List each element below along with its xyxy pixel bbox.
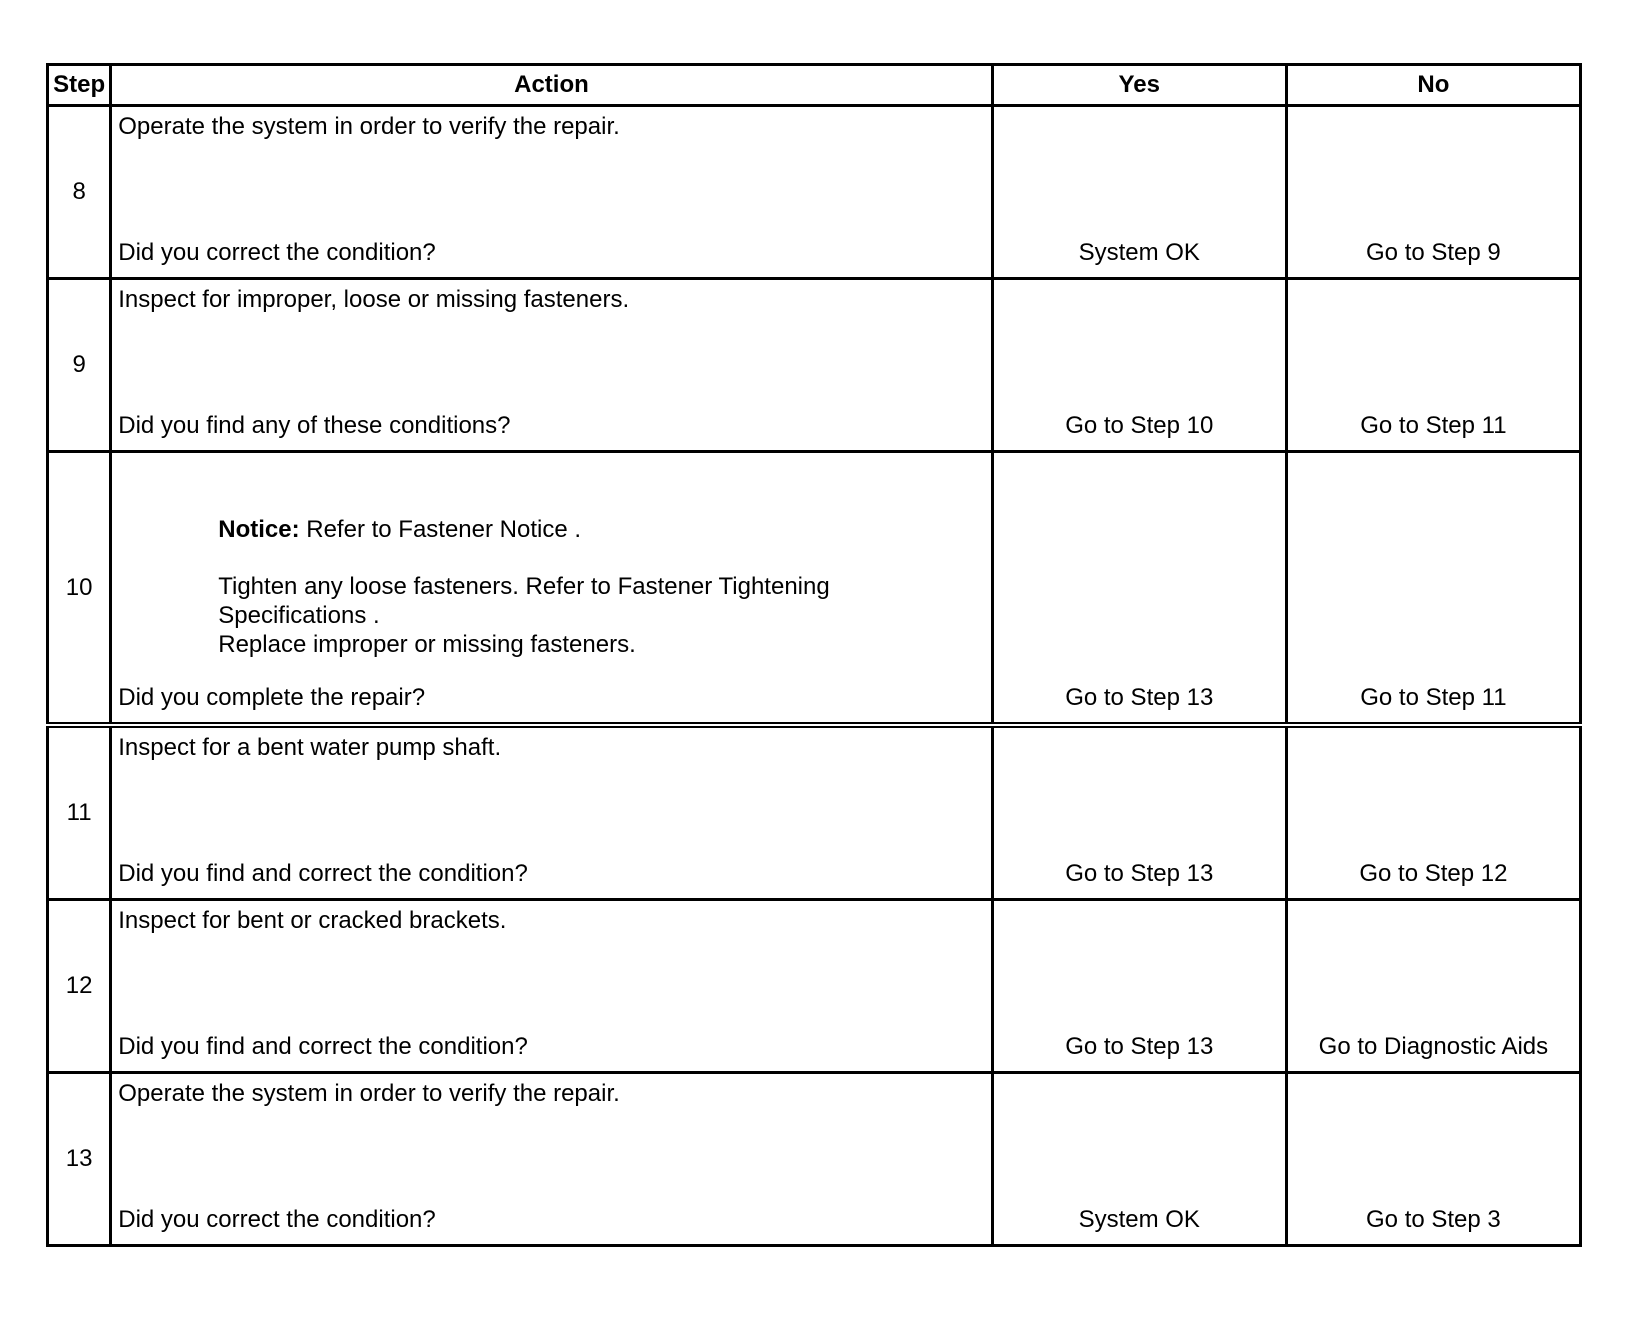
- no-cell: [1286, 279, 1580, 452]
- action-text: Inspect for improper, loose or missing fasteners.: [118, 286, 630, 313]
- action-question: Did you complete the repair?: [118, 684, 426, 711]
- no-cell: [1286, 725, 1580, 900]
- no-cell: [1286, 1073, 1580, 1246]
- notice-line: [218, 515, 944, 544]
- no-cell: [1286, 452, 1580, 726]
- action-cell: [111, 725, 992, 900]
- action-question: Did you find any of these conditions?: [118, 412, 511, 439]
- yes-cell: [992, 725, 1286, 900]
- action-cell: [111, 900, 992, 1073]
- no-result: Go to Step 12: [1359, 860, 1508, 887]
- step-number: 9: [48, 279, 111, 452]
- step-number: 11: [48, 725, 111, 900]
- table-row: [48, 106, 1581, 279]
- notice-block: [218, 515, 944, 659]
- action-cell: [111, 106, 992, 279]
- yes-cell: [992, 900, 1286, 1073]
- yes-result: System OK: [1078, 1206, 1200, 1233]
- table-row: [48, 900, 1581, 1073]
- action-question: Did you correct the condition?: [118, 1206, 436, 1233]
- yes-result: Go to Step 10: [1065, 412, 1214, 439]
- instruction-tighten: Tighten any loose fasteners. Refer to Fastener Tightening Specifications .: [218, 573, 830, 629]
- header-row: [48, 65, 1581, 106]
- action-text: Inspect for bent or cracked brackets.: [118, 907, 507, 934]
- action-cell: [111, 1073, 992, 1246]
- yes-cell: [992, 106, 1286, 279]
- table-row: [48, 725, 1581, 900]
- header-no: No: [1286, 65, 1580, 106]
- table-row: [48, 279, 1581, 452]
- yes-cell: [992, 1073, 1286, 1246]
- yes-cell: [992, 279, 1286, 452]
- notice-label: Notice:: [218, 516, 300, 543]
- instruction-replace: Replace improper or missing fasteners.: [218, 631, 636, 658]
- yes-result: Go to Step 13: [1065, 684, 1214, 711]
- no-cell: [1286, 106, 1580, 279]
- no-result: Go to Step 9: [1366, 239, 1501, 266]
- step-number: 13: [48, 1073, 111, 1246]
- table-row: [48, 452, 1581, 726]
- action-question: Did you find and correct the condition?: [118, 1033, 528, 1060]
- notice-text: Refer to Fastener Notice .: [299, 516, 582, 543]
- header-action: Action: [111, 65, 992, 106]
- action-text: Operate the system in order to verify the repair.: [118, 1080, 620, 1107]
- yes-result: Go to Step 13: [1065, 860, 1214, 887]
- header-step: Step: [48, 65, 111, 106]
- yes-result: Go to Step 13: [1065, 1033, 1214, 1060]
- no-result: Go to Step 11: [1360, 684, 1507, 711]
- no-result: Go to Step 11: [1360, 412, 1507, 439]
- action-question: Did you find and correct the condition?: [118, 860, 528, 887]
- step-number: 12: [48, 900, 111, 1073]
- diagnostic-table: [46, 63, 1582, 1247]
- action-text: Operate the system in order to verify the repair.: [118, 113, 620, 140]
- no-cell: [1286, 900, 1580, 1073]
- step-number: 8: [48, 106, 111, 279]
- no-result: Go to Diagnostic Aids: [1318, 1033, 1549, 1060]
- step-number: 10: [48, 452, 111, 726]
- action-question: Did you correct the condition?: [118, 239, 436, 266]
- yes-cell: [992, 452, 1286, 726]
- table-row: [48, 1073, 1581, 1246]
- no-result: Go to Step 3: [1366, 1206, 1501, 1233]
- yes-result: System OK: [1078, 239, 1200, 266]
- action-cell: [111, 452, 992, 726]
- header-yes: Yes: [992, 65, 1286, 106]
- action-cell: [111, 279, 992, 452]
- action-text: Inspect for a bent water pump shaft.: [118, 734, 502, 761]
